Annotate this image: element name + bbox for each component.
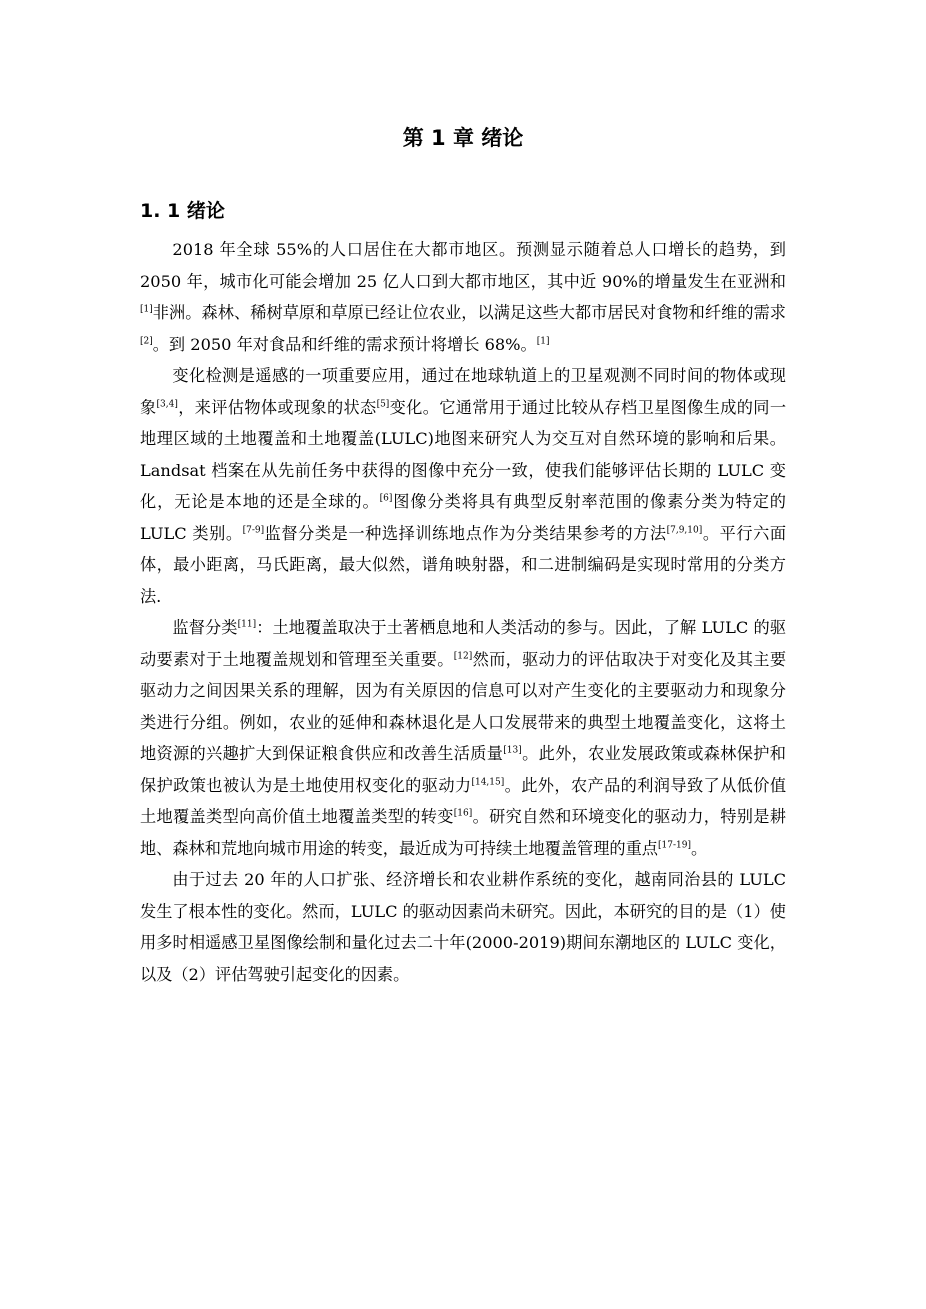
citation-ref: [17-19] bbox=[658, 840, 691, 851]
paragraph bbox=[140, 612, 786, 864]
text-run: 。平行六面体，最小距离，马氏距离，最大似然，谱角映射器，和二进制编码是实现时常用的分类方法. bbox=[140, 523, 787, 606]
citation-ref: [7,9,10] bbox=[666, 525, 703, 536]
text-run: 。 bbox=[690, 838, 708, 858]
citation-ref: [16] bbox=[453, 808, 473, 819]
citation-ref: [7-9] bbox=[242, 525, 265, 536]
citation-ref: [3,4] bbox=[156, 399, 178, 410]
text-run: 监督分类是一种选择训练地点作为分类结果参考的方法 bbox=[264, 523, 667, 543]
text-run: 图像分类将具有典型反射率范围的像素分类为特定的 LULC 类别。 bbox=[140, 492, 786, 543]
text-run: 然而，驱动力的评估取决于对变化及其主要驱动力之间因果关系的理解，因为有关原因的信息可以对产生变化的主要驱动力和现象分类进行分组。例如，农业的延伸和森林退化是人口发展带来的典型土地覆盖变化，这将土地资源的兴趣扩大到保证粮食供应和改善生活质量 bbox=[140, 649, 787, 763]
citation-ref: [14,15] bbox=[471, 777, 505, 788]
text-run: 。研究自然和环境变化的驱动力，特别是耕地、森林和荒地向城市用途的转变，最近成为可持续土地覆盖管理的重点 bbox=[140, 807, 787, 858]
text-run: 变化检测是遥感的一项重要应用，通过在地球轨道上的卫星观测不同时间的物体或现象 bbox=[140, 366, 786, 417]
citation-ref: [1] bbox=[140, 304, 153, 315]
citation-ref: [1] bbox=[536, 336, 550, 347]
text-run: 。到 2050 年对食品和纤维的需求预计将增长 68%。 bbox=[152, 334, 537, 354]
citation-ref: [11] bbox=[237, 619, 257, 630]
citation-ref: [5] bbox=[376, 399, 390, 410]
text-run: 2018 年全球 55%的人口居住在大都市地区。预测显示随着总人口增长的趋势，到 2050 年，城市化可能会增加 25 亿人口到大都市地区，其中近 90%的增量发生在亚洲和 bbox=[140, 240, 786, 291]
citation-ref: [6] bbox=[379, 493, 393, 504]
text-run: 。此外，农业发展政策或森林保护和保护政策也被认为是土地使用权变化的驱动力 bbox=[140, 744, 786, 795]
text-run: 由于过去 20 年的人口扩张、经济增长和农业耕作系统的变化，越南同治县的 LULC 发生了根本性的变化。然而，LULC 的驱动因素尚未研究。因此，本研究的目的是（1）使用多时相遥感卫星图像绘制和量化过去二十年(2000-2019)期间东潮地区的 LULC 变化，以及（2）评估驾驶引起变化的因素。 bbox=[140, 870, 786, 984]
text-run: 。此外，农产品的利润导致了从低价值土地覆盖类型向高价值土地覆盖类型的转变 bbox=[140, 775, 787, 826]
text-run: 监督分类 bbox=[172, 618, 238, 637]
chapter-title: 第 1 章 绪论 bbox=[402, 126, 524, 150]
body-text bbox=[140, 234, 786, 990]
paragraph bbox=[140, 234, 786, 360]
text-run: 变化。它通常用于通过比较从存档卫星图像生成的同一地理区域的土地覆盖和土地覆盖(LULC)地图来研究人为交互对自然环境的影响和后果。Landsat 档案在从先前任务中获得的图像中充分一致，使我们能够评估长期的 LULC 变化，无论是本地的还是全球的。 bbox=[140, 397, 787, 511]
citation-ref: [12] bbox=[453, 651, 473, 662]
section-heading: 1. 1 绪论 bbox=[140, 200, 225, 222]
paragraph bbox=[140, 360, 786, 612]
text-run: ，来评估物体或现象的状态 bbox=[177, 397, 377, 417]
text-run: ：土地覆盖取决于土著栖息地和人类活动的参与。因此，了解 LULC 的驱动要素对于土地覆盖规划和管理至关重要。 bbox=[140, 618, 787, 669]
citation-ref: [2] bbox=[140, 336, 153, 347]
paragraph bbox=[140, 864, 786, 990]
citation-ref: [13] bbox=[503, 745, 522, 756]
text-run: 非洲。森林、稀树草原和草原已经让位农业，以满足这些大都市居民对食物和纤维的需求 bbox=[152, 303, 786, 322]
